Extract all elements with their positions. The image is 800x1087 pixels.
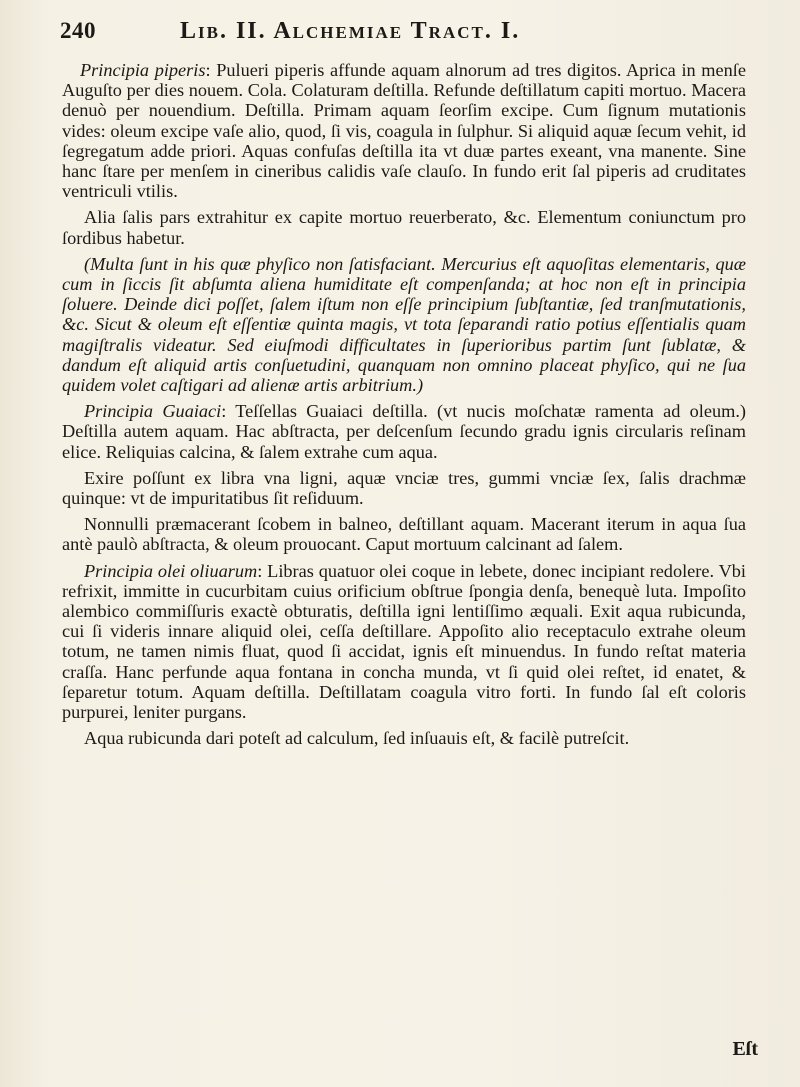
paragraph-yield bbox=[62, 468, 746, 508]
paragraph-text: : Teſſellas Guaiaci deſtilla. (vt nucis moſchatæ ramenta ad oleum.) Deſtilla autem aquam. Hac abſtracta, per deſcenſum ſecundo gradu ignis circularis reſinam elice. Reliquias calcina, & ſalem extrahe cum aqua. bbox=[62, 401, 746, 462]
paragraph-lead: Principia olei oliuarum bbox=[84, 560, 258, 581]
paragraph-salis bbox=[62, 207, 746, 247]
paragraph-text: Exire poſſunt ex libra vna ligni, aquæ vnciæ tres, gummi vnciæ ſex, ſalis drachmæ quinque: vt de impuritatibus ſit reſiduum. bbox=[62, 467, 746, 509]
paragraph-nonnulli bbox=[62, 514, 746, 554]
commentary-text: (Multa ſunt in his quæ phyſico non ſatisfaciant. Mercurius eſt aquoſitas elementaris, quæ cum in ſiccis ſit abſumta aliena humiditate eſt compenſanda; at hoc non eſt in principia ſoluere. Deinde dici poſſet, ſalem iſtum non eſſe principium ſubſtantiæ, ſed tranſmutationis, &c. Sicut & oleum eſt eſſentiæ quinta magis, vt tota ſeparandi ratio potius eſſentialis quam magiſtralis videatur. Sed eiuſmodi difficultates in ſuperioribus partim ſunt ſublatæ, & dandum eſt aliquid artis conſuetudini, quanquam non omnino placeat phyſico, qui ne ſua quidem volet caſtigari ad alienæ artis arbitrium.) bbox=[62, 253, 746, 396]
paragraph-lead: Principia piperis bbox=[80, 60, 206, 80]
paragraph-oliuarum bbox=[62, 561, 746, 723]
paragraph-text: Nonnulli præmacerant ſcobem in balneo, deſtillant aquam. Macerant iterum in aqua ſua antè paulò abſtracta, & oleum prouocant. Caput mortuum calcinant ad ſalem. bbox=[62, 514, 746, 555]
page-header bbox=[60, 18, 750, 58]
paragraph-piperis bbox=[62, 60, 746, 201]
catchword: Eſt bbox=[732, 1038, 758, 1060]
running-head: Lib. II. Alchemiae Tract. I. bbox=[180, 18, 521, 44]
paragraph-text: Aqua rubicunda dari poteſt ad calculum, ſed inſuauis eſt, & facilè putreſcit. bbox=[84, 728, 630, 749]
paragraph-text: Alia ſalis pars extrahitur ex capite mortuo reuerberato, &c. Elementum coniunctum pro ſordibus habetur. bbox=[62, 207, 746, 248]
paragraph-guaiaci bbox=[62, 401, 746, 462]
paragraph-commentary bbox=[62, 254, 746, 395]
paragraph-aqua-rubicunda bbox=[62, 728, 746, 748]
page-number: 240 bbox=[60, 18, 96, 43]
paragraph-text: : Libras quatuor olei coque in lebete, donec incipiant redolere. Vbi refrixit, immitte in cucurbitam cuius orificium obſtrue ſpongia denſa, benequè luta. Impoſito alembico commiſſuris exactè obturatis, deſtilla igni lentiſſimo æquali. Exit aqua rubicunda, cui ſi videris innare aliquid olei, ceſſa deſtillare. Appoſito alio receptaculo extrahe oleum totum, ne tamen nimis fluat, quod ſi accidat, ignis eſt minuendus. In fundo reſtat materia craſſa. Hanc perfunde aqua fontana in concha munda, vt ſi quid olei reſtet, id enatet, & ſeparetur totum. Aquam deſtilla. Deſtillatam coagula vitro forti. In fundo ſal eſt coloris purpurei, leniter purgans. bbox=[62, 560, 746, 723]
paragraph-lead: Principia Guaiaci bbox=[84, 401, 222, 422]
paragraph-text: : Pulueri piperis affunde aquam alnorum ad tres digitos. Aprica in menſe Auguſto per dies nouem. Cola. Colaturam deſtilla. Refunde deſtillatum capiti mortuo. Macera denuò per nouendium. Deſtilla. Primam aquam ſeorſim excipe. Cum ſignum mutationis vides: oleum excipe vaſe alio, quod, ſi vis, coagula in ſulphur. Si aliquid aquæ ſecum vehit, id ſegregatum adde priori. Aquas confuſas deſtilla ita vt duæ partes exeant, vna manente. Sine hanc ſtare per menſem in cineribus calidis vaſe clauſo. In fundo erit ſal piperis ad cruditates ventriculi vtilis. bbox=[62, 60, 746, 202]
body-text bbox=[62, 60, 746, 755]
